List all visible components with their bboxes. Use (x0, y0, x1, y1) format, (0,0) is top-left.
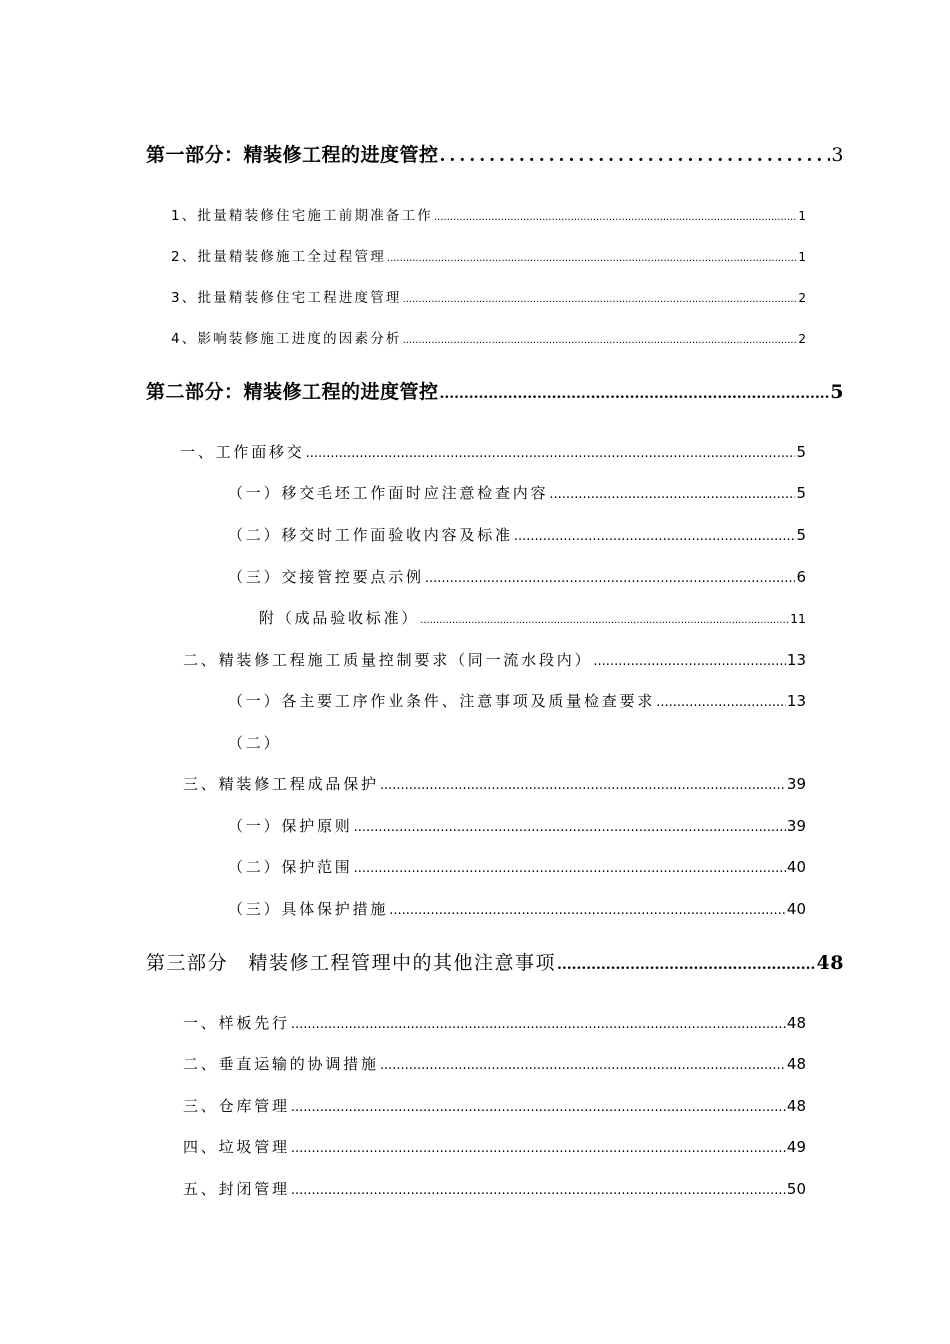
toc-part2-title: 第二部分：精装修工程的进度管控 (146, 381, 439, 403)
toc-part3-title: 第三部分 精装修工程管理中的其他注意事项 (146, 952, 557, 974)
toc-part2-heading[interactable] (146, 377, 844, 404)
toc-entry-title: 1、批量精装修住宅施工前期准备工作 (171, 208, 433, 224)
toc-entry-page: 48 (786, 1014, 806, 1032)
toc-entry[interactable] (259, 607, 806, 628)
toc-entry-title: 二、精装修工程施工质量控制要求（同一流水段内） (183, 651, 593, 669)
toc-entry-page: 50 (786, 1180, 806, 1198)
toc-entry-page: 5 (796, 484, 806, 502)
leader-dots (403, 294, 798, 305)
toc-entry-title: （一）保护原则 (228, 817, 353, 835)
toc-entry[interactable] (183, 1012, 806, 1033)
toc-entry-page: 39 (786, 775, 806, 793)
toc-part3-page: 48 (816, 952, 844, 974)
leader-dots (354, 820, 786, 835)
toc-part1-heading[interactable] (146, 140, 844, 167)
leader-dots (291, 1141, 786, 1156)
toc-entry-page: 1 (798, 209, 806, 223)
toc-entry-title: （二）保护范围 (228, 858, 353, 876)
toc-entry-title: （三）交接管控要点示例 (228, 568, 424, 586)
toc-part3-heading[interactable] (146, 948, 844, 975)
toc-entry[interactable] (171, 327, 806, 347)
toc-entry-title: （二） (228, 734, 282, 752)
toc-entry[interactable] (183, 1053, 806, 1074)
leader-dots (434, 212, 797, 223)
toc-part1-page: 3 (831, 144, 844, 166)
leader-dots (306, 446, 796, 461)
toc-entry-page: 40 (786, 858, 806, 876)
leader-dots (656, 695, 786, 710)
toc-entry-page: 2 (798, 332, 806, 346)
toc-entry-title: 二、垂直运输的协调措施 (183, 1055, 379, 1073)
toc-entry-title: 三、精装修工程成品保护 (183, 775, 379, 793)
leader-dots (291, 1017, 786, 1032)
toc-entry-title: 3、批量精装修住宅工程进度管理 (171, 290, 402, 306)
leader-dots (440, 146, 831, 166)
toc-entry-title: 一、样板先行 (183, 1014, 290, 1032)
toc-entry[interactable] (228, 524, 806, 545)
toc-entry[interactable] (228, 732, 281, 753)
toc-entry-page: 39 (786, 817, 806, 835)
toc-part1-title: 第一部分：精装修工程的进度管控 (146, 144, 439, 166)
leader-dots (514, 529, 796, 544)
toc-entry-page: 5 (796, 526, 806, 544)
toc-entry[interactable] (228, 815, 806, 836)
toc-entry-title: 三、仓库管理 (183, 1097, 290, 1115)
leader-dots (425, 571, 796, 586)
toc-entry-page: 2 (798, 291, 806, 305)
toc-entry[interactable] (171, 286, 806, 306)
toc-entry-page: 11 (790, 611, 806, 626)
toc-entry-page: 49 (786, 1138, 806, 1156)
toc-entry-title: 一、工作面移交 (180, 443, 305, 461)
leader-dots (557, 957, 816, 973)
leader-dots (389, 903, 786, 918)
toc-entry[interactable] (183, 1178, 806, 1199)
leader-dots (354, 861, 786, 876)
toc-entry-title: 2、批量精装修施工全过程管理 (171, 249, 386, 265)
toc-entry[interactable] (228, 482, 806, 503)
toc-part2-page: 5 (830, 381, 844, 403)
toc-entry[interactable] (228, 566, 806, 587)
toc-entry[interactable] (183, 773, 806, 794)
leader-dots (387, 253, 797, 264)
toc-entry-page: 13 (786, 651, 806, 669)
toc-entry[interactable] (180, 441, 806, 462)
toc-entry-title: （一）各主要工序作业条件、注意事项及质量检查要求 (228, 692, 656, 710)
toc-entry-page: 13 (786, 692, 806, 710)
leader-dots (380, 778, 786, 793)
toc-entry-page: 48 (786, 1055, 806, 1073)
toc-entry[interactable] (228, 856, 806, 877)
toc-entry-page: 40 (786, 900, 806, 918)
toc-entry[interactable] (183, 649, 806, 670)
toc-entry-title: 附（成品验收标准） (259, 609, 420, 627)
toc-entry-title: 四、垃圾管理 (183, 1138, 290, 1156)
toc-entry-page: 1 (798, 250, 806, 264)
toc-entry-title: 4、影响装修施工进度的因素分析 (171, 331, 402, 347)
leader-dots (593, 654, 786, 669)
leader-dots (440, 386, 830, 402)
leader-dots (291, 1100, 786, 1115)
toc-entry-title: （二）移交时工作面验收内容及标准 (228, 526, 513, 544)
toc-entry[interactable] (171, 204, 806, 224)
toc-entry-page: 5 (796, 443, 806, 461)
toc-entry[interactable] (171, 245, 806, 265)
toc-entry[interactable] (228, 898, 806, 919)
leader-dots (403, 335, 798, 346)
leader-dots (291, 1183, 786, 1198)
toc-entry-title: （三）具体保护措施 (228, 900, 389, 918)
toc-entry-page: 6 (796, 568, 806, 586)
leader-dots (380, 1058, 786, 1073)
toc-entry-title: 五、封闭管理 (183, 1180, 290, 1198)
toc-entry-title: （一）移交毛坯工作面时应注意检查内容 (228, 484, 549, 502)
leader-dots (420, 615, 789, 626)
leader-dots (549, 487, 795, 502)
toc-entry-page: 48 (786, 1097, 806, 1115)
toc-entry[interactable] (183, 1095, 806, 1116)
toc-entry[interactable] (183, 1136, 806, 1157)
toc-entry[interactable] (228, 690, 806, 711)
